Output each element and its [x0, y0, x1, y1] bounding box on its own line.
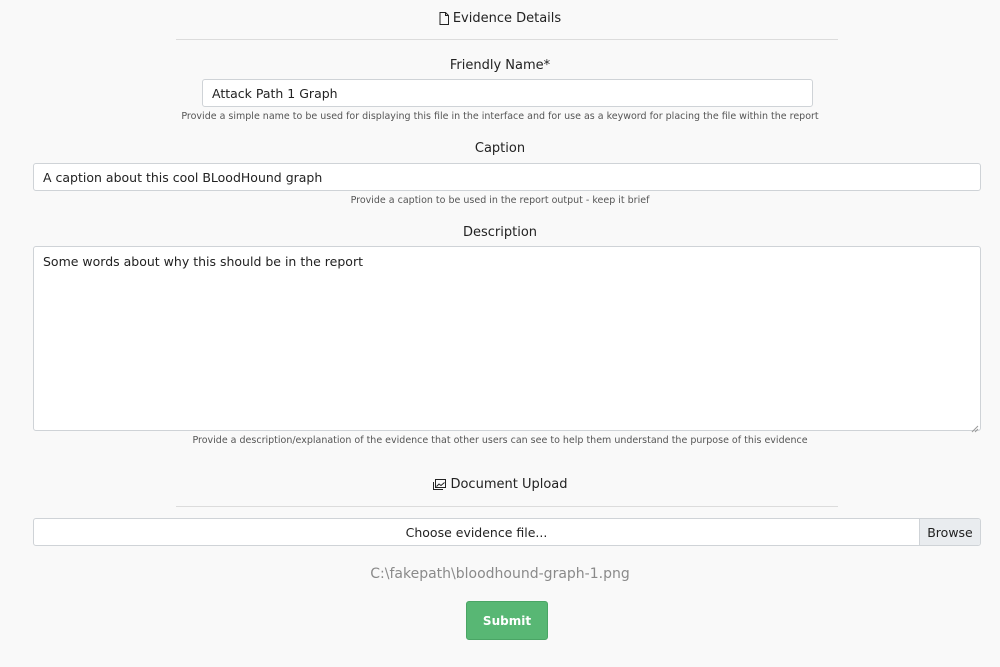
friendly-name-input[interactable] [202, 79, 813, 107]
selected-file-path: C:\fakepath\bloodhound-graph-1.png [370, 566, 630, 582]
evidence-file-input[interactable] [33, 518, 981, 546]
evidence-details-title: Evidence Details [452, 11, 562, 26]
document-icon [439, 12, 449, 25]
images-icon [432, 479, 446, 491]
caption-label: Caption [474, 141, 526, 156]
description-label: Description [462, 225, 538, 240]
browse-button[interactable]: Browse [919, 519, 980, 545]
description-value: Some words about why this should be in the report [43, 254, 363, 269]
document-upload-header [0, 477, 1000, 492]
friendly-name-value: Attack Path 1 Graph [212, 85, 338, 101]
file-input-label[interactable]: Choose evidence file... [405, 524, 548, 540]
caption-help: Provide a caption to be used in the report output - keep it brief [350, 195, 650, 206]
friendly-name-help: Provide a simple name to be used for displaying this file in the interface and for use as a keyword for placing the file within the report [181, 111, 819, 122]
description-help: Provide a description/explanation of the evidence that other users can see to help them understand the purpose of this evidence [192, 435, 808, 446]
friendly-name-label: Friendly Name* [449, 58, 551, 73]
description-textarea[interactable] [33, 246, 981, 431]
document-upload-title: Document Upload [450, 477, 568, 492]
submit-button[interactable]: Submit [466, 601, 548, 640]
evidence-details-header [0, 11, 1000, 26]
section-divider [176, 39, 838, 40]
caption-input[interactable] [33, 163, 981, 191]
section-divider [176, 506, 838, 507]
resize-handle[interactable] [971, 421, 979, 429]
caption-value: A caption about this cool BLoodHound graph [43, 169, 323, 185]
